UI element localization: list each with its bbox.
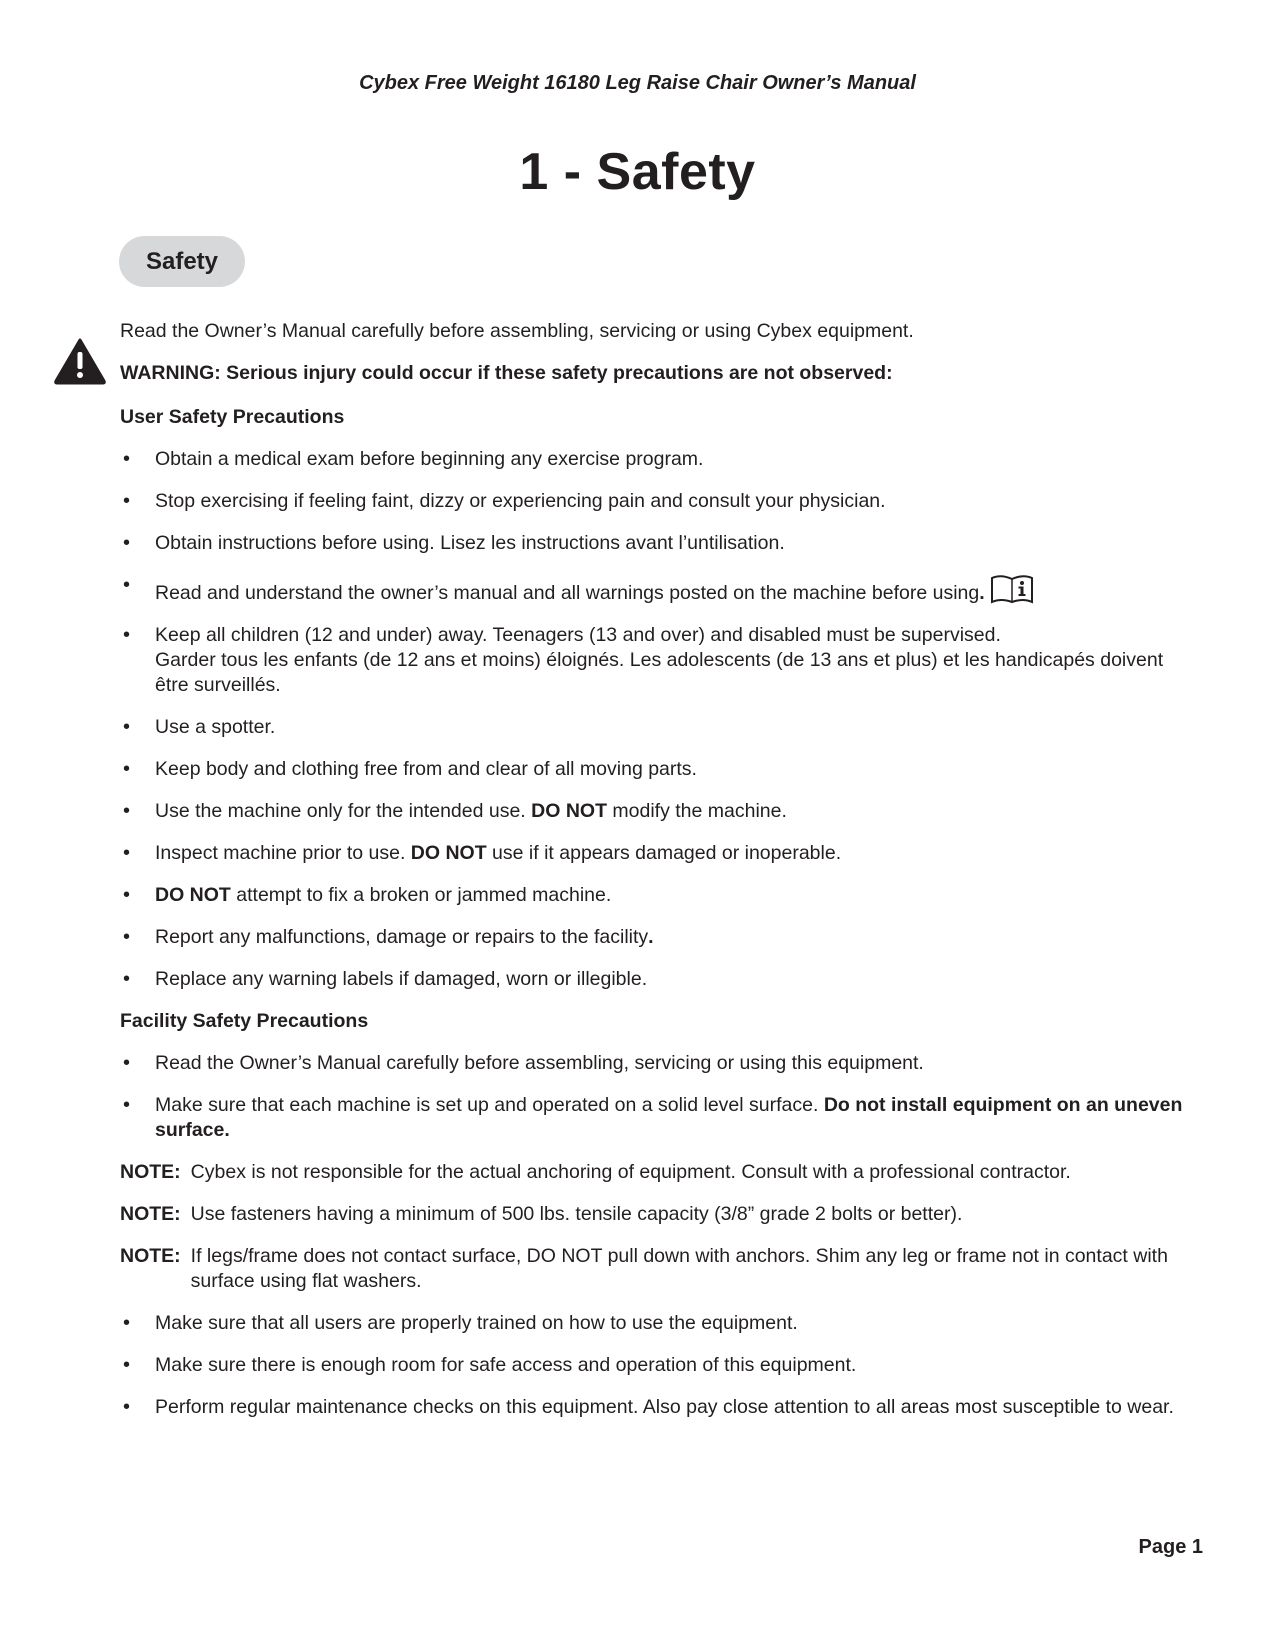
section-tab: Safety — [119, 236, 245, 287]
list-item: • Make sure there is enough room for safe access and operation of this equipment. — [120, 1353, 1190, 1378]
warning-triangle-icon — [53, 337, 107, 385]
list-item: • Report any malfunctions, damage or repairs to the facility. — [120, 925, 1190, 950]
note: NOTE: Use fasteners having a minimum of 500 lbs. tensile capacity (3/8” grade 2 bolts or better). — [120, 1203, 963, 1225]
warning-text: WARNING: Serious injury could occur if these safety precautions are not observed: — [120, 362, 893, 384]
list-item: • Keep body and clothing free from and clear of all moving parts. — [120, 757, 1190, 782]
safety-content — [120, 319, 1190, 1437]
list-item: • Read and understand the owner’s manual and all warnings posted on the machine before using. — [120, 573, 1190, 606]
facility-safety-heading: Facility Safety Precautions — [120, 1010, 369, 1032]
list-item: • Read the Owner’s Manual carefully before assembling, servicing or using this equipment. — [120, 1051, 1190, 1076]
list-item: • Keep all children (12 and under) away. Teenagers (13 and over) and disabled must be supervised. Garder tous les enfants (de 12 ans et moins) éloignés. Les adolescents (de 13 ans et plus) et les handicapés doivent être surveillés. — [120, 623, 1190, 698]
user-safety-heading: User Safety Precautions — [120, 406, 345, 428]
chapter-title: 1 - Safety — [519, 143, 756, 201]
list-item: • Perform regular maintenance checks on this equipment. Also pay close attention to all areas most susceptible to wear. — [120, 1395, 1190, 1420]
list-item: • Use the machine only for the intended use. DO NOT modify the machine. — [120, 799, 1190, 824]
list-item: • Make sure that all users are properly trained on how to use the equipment. — [120, 1311, 1190, 1336]
note: NOTE: If legs/frame does not contact surface, DO NOT pull down with anchors. Shim any leg or frame not in contact with surface using flat washers. — [120, 1245, 1168, 1292]
list-item: • Inspect machine prior to use. DO NOT use if it appears damaged or inoperable. — [120, 841, 1190, 866]
read-manual-icon — [989, 573, 1035, 605]
list-item: • Obtain instructions before using. Lisez les instructions avant l’untilisation. — [120, 531, 1190, 556]
list-item: • Replace any warning labels if damaged, worn or illegible. — [120, 967, 1190, 992]
intro-text: Read the Owner’s Manual carefully before assembling, servicing or using Cybex equipment. — [120, 320, 914, 342]
note: NOTE: Cybex is not responsible for the actual anchoring of equipment. Consult with a professional contractor. — [120, 1161, 1071, 1183]
facility-safety-list — [120, 1051, 1190, 1420]
page-number: Page 1 — [1138, 1536, 1203, 1558]
list-item: • Make sure that each machine is set up and operated on a solid level surface. Do not install equipment on an uneven surface. — [120, 1093, 1190, 1143]
list-item: • Obtain a medical exam before beginning any exercise program. — [120, 447, 1190, 472]
list-item: • Use a spotter. — [120, 715, 1190, 740]
list-item: • DO NOT attempt to fix a broken or jammed machine. — [120, 883, 1190, 908]
list-item: • Stop exercising if feeling faint, dizzy or experiencing pain and consult your physician. — [120, 489, 1190, 514]
user-safety-list — [120, 447, 1190, 992]
running-header: Cybex Free Weight 16180 Leg Raise Chair Owner’s Manual — [359, 72, 916, 94]
